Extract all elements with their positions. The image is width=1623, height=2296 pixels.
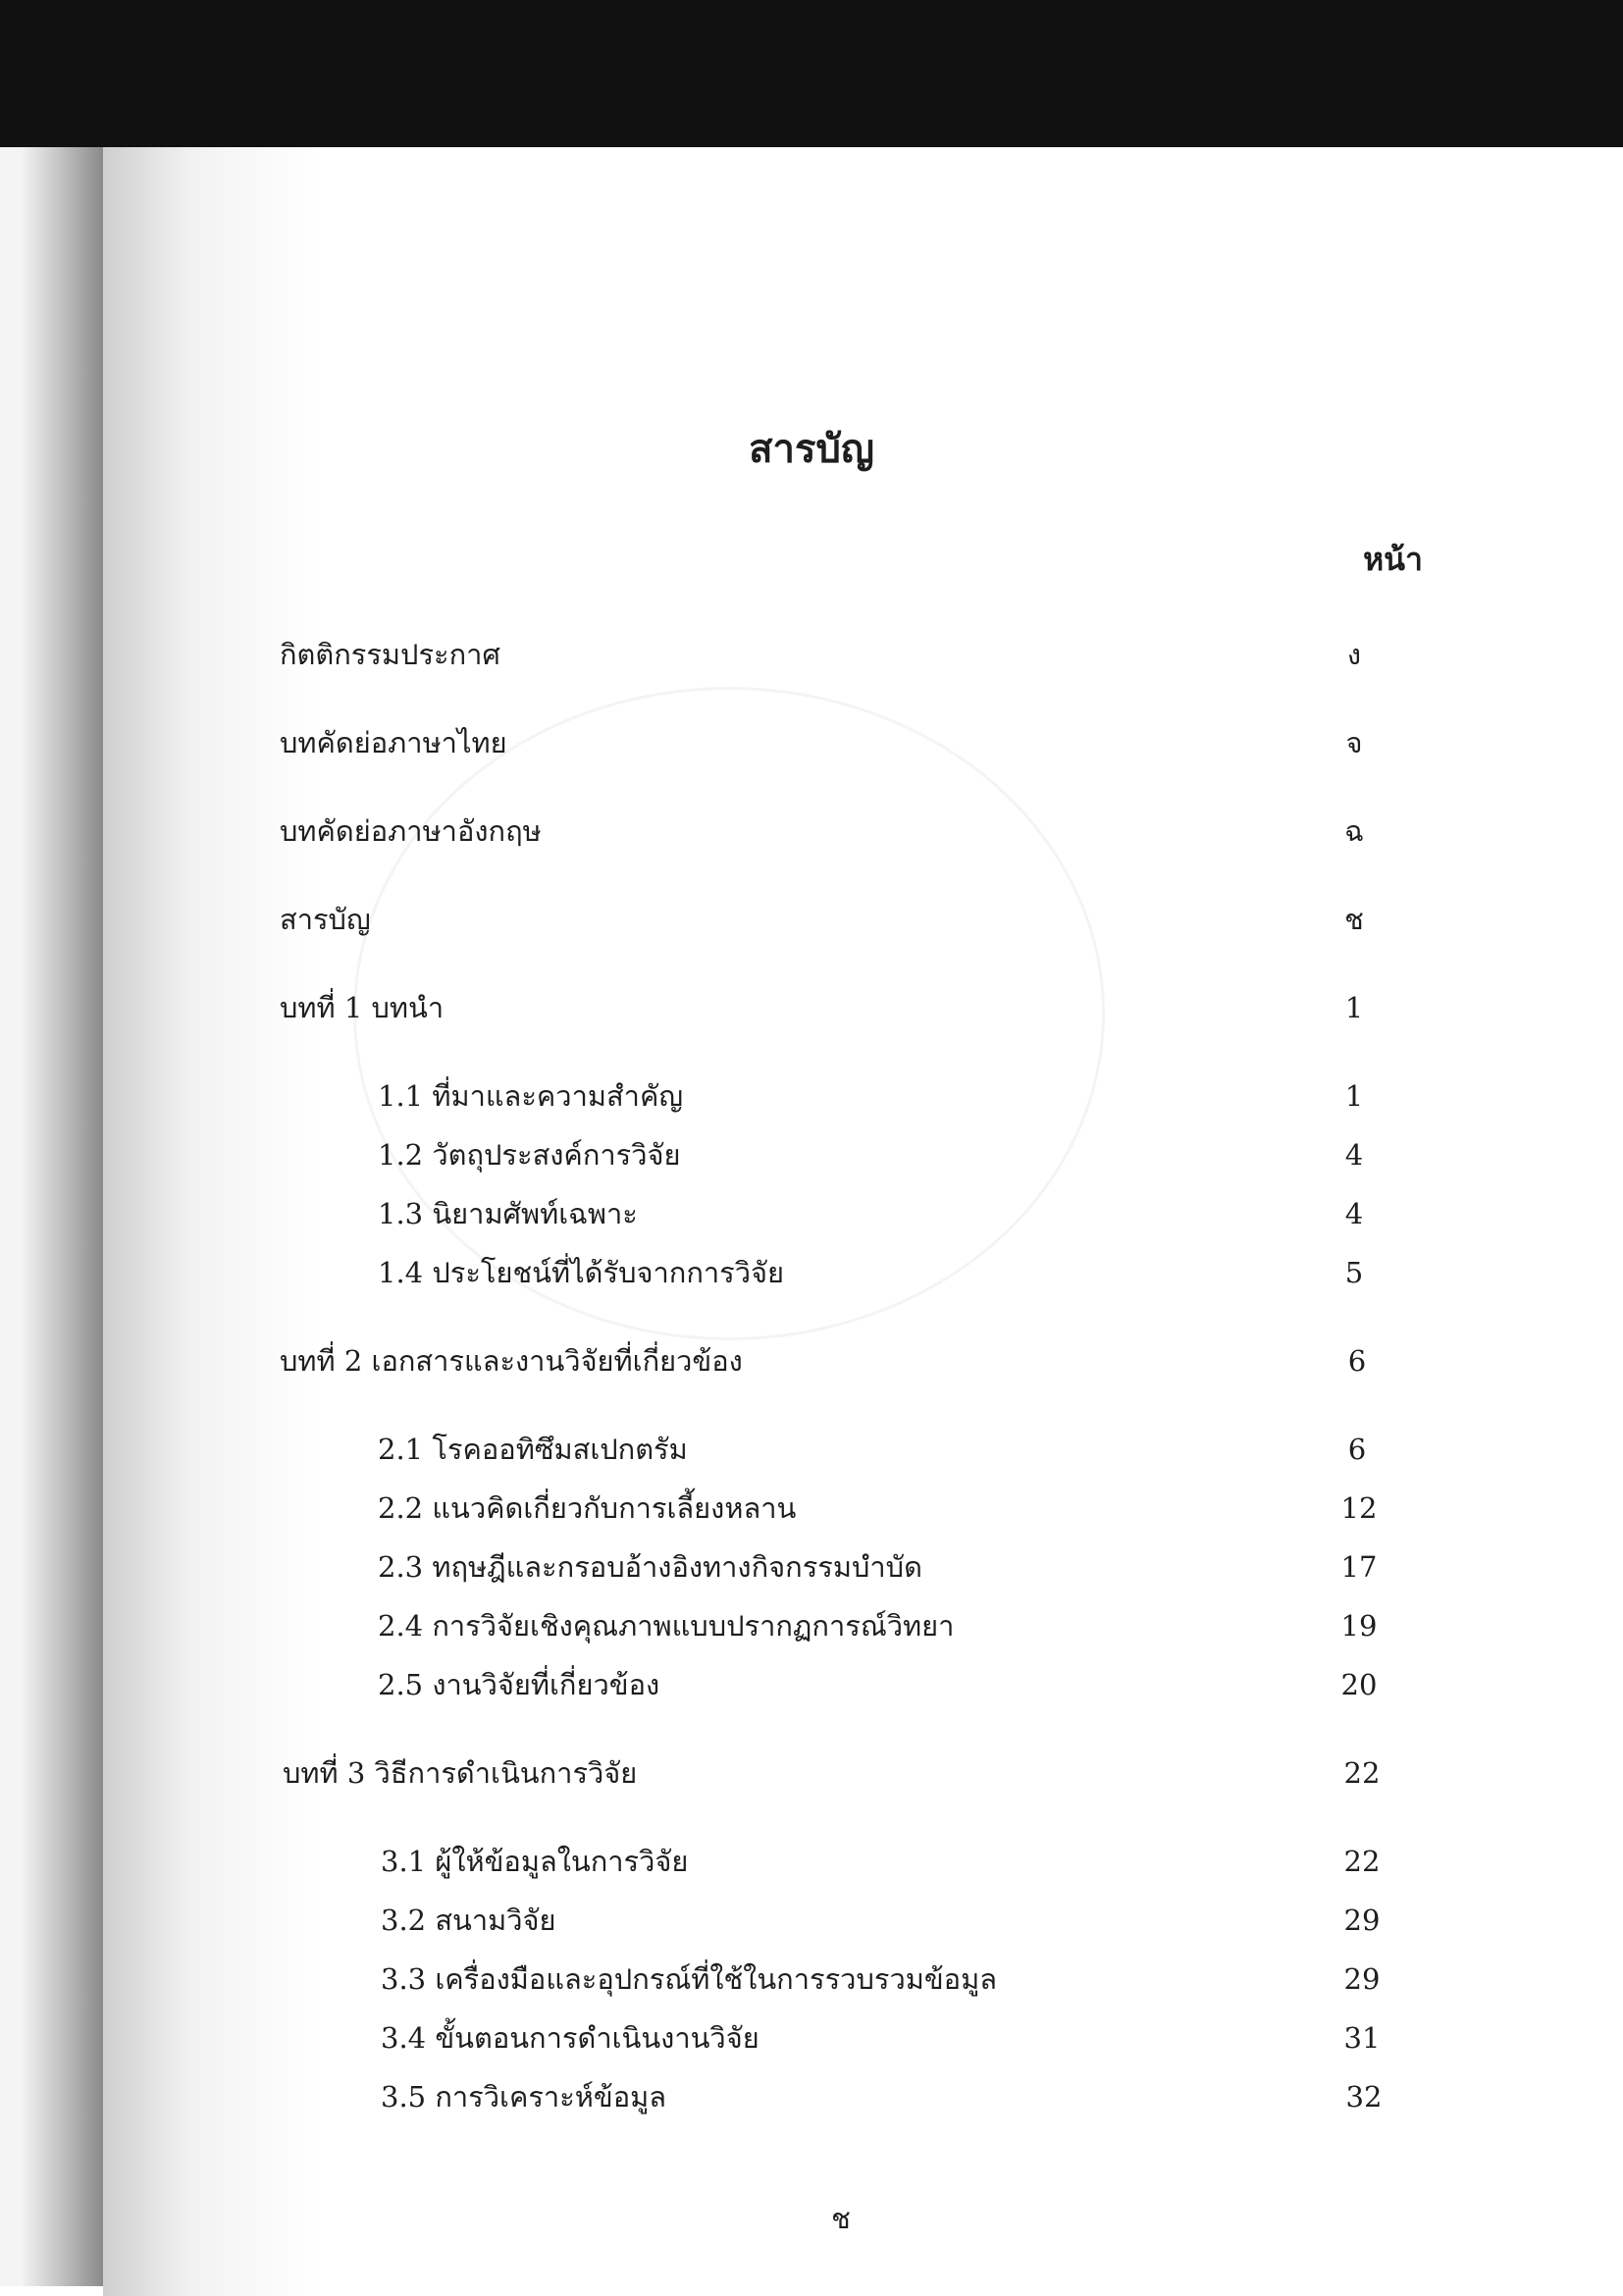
- toc-entry-page: 4: [1344, 1138, 1364, 1172]
- toc-entry-page: 5: [1344, 1256, 1364, 1289]
- toc-entry-page: 19: [1340, 1609, 1378, 1643]
- toc-entry-label: บทที่ 1 บทนำ: [280, 991, 445, 1024]
- toc-entry[interactable]: [381, 1957, 1429, 2001]
- toc-entry[interactable]: [381, 2016, 1429, 2060]
- toc-entry[interactable]: [378, 1663, 1426, 1706]
- toc-entry-label: บทที่ 3 วิธีการดำเนินการวิจัย: [283, 1756, 638, 1790]
- toc-entry[interactable]: [381, 1899, 1429, 1942]
- toc-entry[interactable]: [280, 898, 1423, 941]
- toc-entry-label: 3.4 ขั้นตอนการดำเนินงานวิจัย: [381, 2021, 759, 2055]
- toc-entry-label: บทคัดย่อภาษาอังกฤษ: [280, 814, 542, 848]
- toc-entry[interactable]: [378, 1545, 1426, 1589]
- toc-entry-page: ง: [1346, 638, 1362, 671]
- toc-entry-page: จ: [1345, 726, 1363, 759]
- toc-entry[interactable]: [378, 1604, 1426, 1647]
- toc-entry-label: 2.2 แนวคิดเกี่ยวกับการเลี้ยงหลาน: [378, 1491, 797, 1525]
- toc-entry-label: 1.4 ประโยชน์ที่ได้รับจากการวิจัย: [378, 1256, 785, 1289]
- toc-entry[interactable]: [381, 1840, 1429, 1883]
- toc-entry-label: 3.5 การวิเคราะห์ข้อมูล: [381, 2080, 667, 2113]
- toc-entry-page: 20: [1340, 1668, 1378, 1701]
- toc-entry-page: 1: [1344, 1079, 1364, 1113]
- toc-entry[interactable]: [378, 1251, 1423, 1294]
- footer-page-number: ช: [831, 2202, 851, 2235]
- toc-entry[interactable]: [280, 633, 1423, 676]
- toc-entry[interactable]: [381, 2075, 1431, 2118]
- toc-entry-page: ช: [1344, 903, 1364, 936]
- toc-entry-label: 2.4 การวิจัยเชิงคุณภาพแบบปรากฏการณ์วิทยา: [378, 1609, 955, 1643]
- toc-entry-page: 1: [1344, 991, 1364, 1024]
- toc-entry-label: 3.3 เครื่องมือและอุปกรณ์ที่ใช้ในการรวบรวมข้อมูล: [381, 1962, 997, 1996]
- toc-entry[interactable]: [280, 809, 1423, 853]
- toc-entry-page: 6: [1347, 1344, 1367, 1378]
- toc-entry-page: 31: [1343, 2021, 1381, 2055]
- toc-entry-page: ฉ: [1344, 814, 1364, 848]
- toc-entry-label: 3.2 สนามวิจัย: [381, 1904, 556, 1937]
- toc-chapter-3[interactable]: [283, 1751, 1429, 1795]
- toc-entry[interactable]: [280, 721, 1423, 764]
- toc-entry-label: 2.3 ทฤษฎีและกรอบอ้างอิงทางกิจกรรมบำบัด: [378, 1550, 922, 1584]
- page-title: สารบัญ: [749, 426, 874, 472]
- toc-entry[interactable]: [378, 1192, 1423, 1235]
- toc-entry[interactable]: [378, 1074, 1423, 1118]
- toc-entry-label: บทที่ 2 เอกสารและงานวิจัยที่เกี่ยวข้อง: [280, 1344, 743, 1378]
- toc-entry[interactable]: [378, 1487, 1426, 1530]
- toc-entry-label: บทคัดย่อภาษาไทย: [280, 726, 507, 759]
- toc-entry-label: 2.5 งานวิจัยที่เกี่ยวข้อง: [378, 1668, 660, 1701]
- toc-entry-label: 1.1 ที่มาและความสำคัญ: [378, 1079, 684, 1113]
- toc-entry-page: 29: [1343, 1962, 1381, 1996]
- toc-entry-label: 1.3 นิยามศัพท์เฉพาะ: [378, 1197, 638, 1230]
- toc-entry-page: 12: [1340, 1491, 1378, 1525]
- toc-entry-page: 6: [1347, 1433, 1367, 1466]
- toc-entry-label: กิตติกรรมประกาศ: [280, 638, 500, 671]
- toc-chapter-2[interactable]: [280, 1339, 1423, 1383]
- toc-entry-label: สารบัญ: [280, 903, 371, 936]
- toc-entry-label: 3.1 ผู้ให้ข้อมูลในการวิจัย: [381, 1845, 689, 1878]
- toc-entry-page: 22: [1343, 1845, 1381, 1878]
- page-column-heading: หน้า: [1363, 541, 1423, 578]
- toc-entry-label: 1.2 วัตถุประสงค์การวิจัย: [378, 1138, 681, 1172]
- toc-entry-page: 32: [1345, 2080, 1383, 2113]
- toc-entry-page: 22: [1343, 1756, 1381, 1790]
- toc-entry[interactable]: [378, 1428, 1426, 1471]
- toc-entry-page: 4: [1344, 1197, 1364, 1230]
- toc-chapter-1[interactable]: [280, 986, 1423, 1029]
- toc-entry-page: 29: [1343, 1904, 1381, 1937]
- toc-entry-page: 17: [1340, 1550, 1378, 1584]
- toc-entry[interactable]: [378, 1133, 1423, 1176]
- toc-entry-label: 2.1 โรคออทิซึมสเปกตรัม: [378, 1433, 688, 1466]
